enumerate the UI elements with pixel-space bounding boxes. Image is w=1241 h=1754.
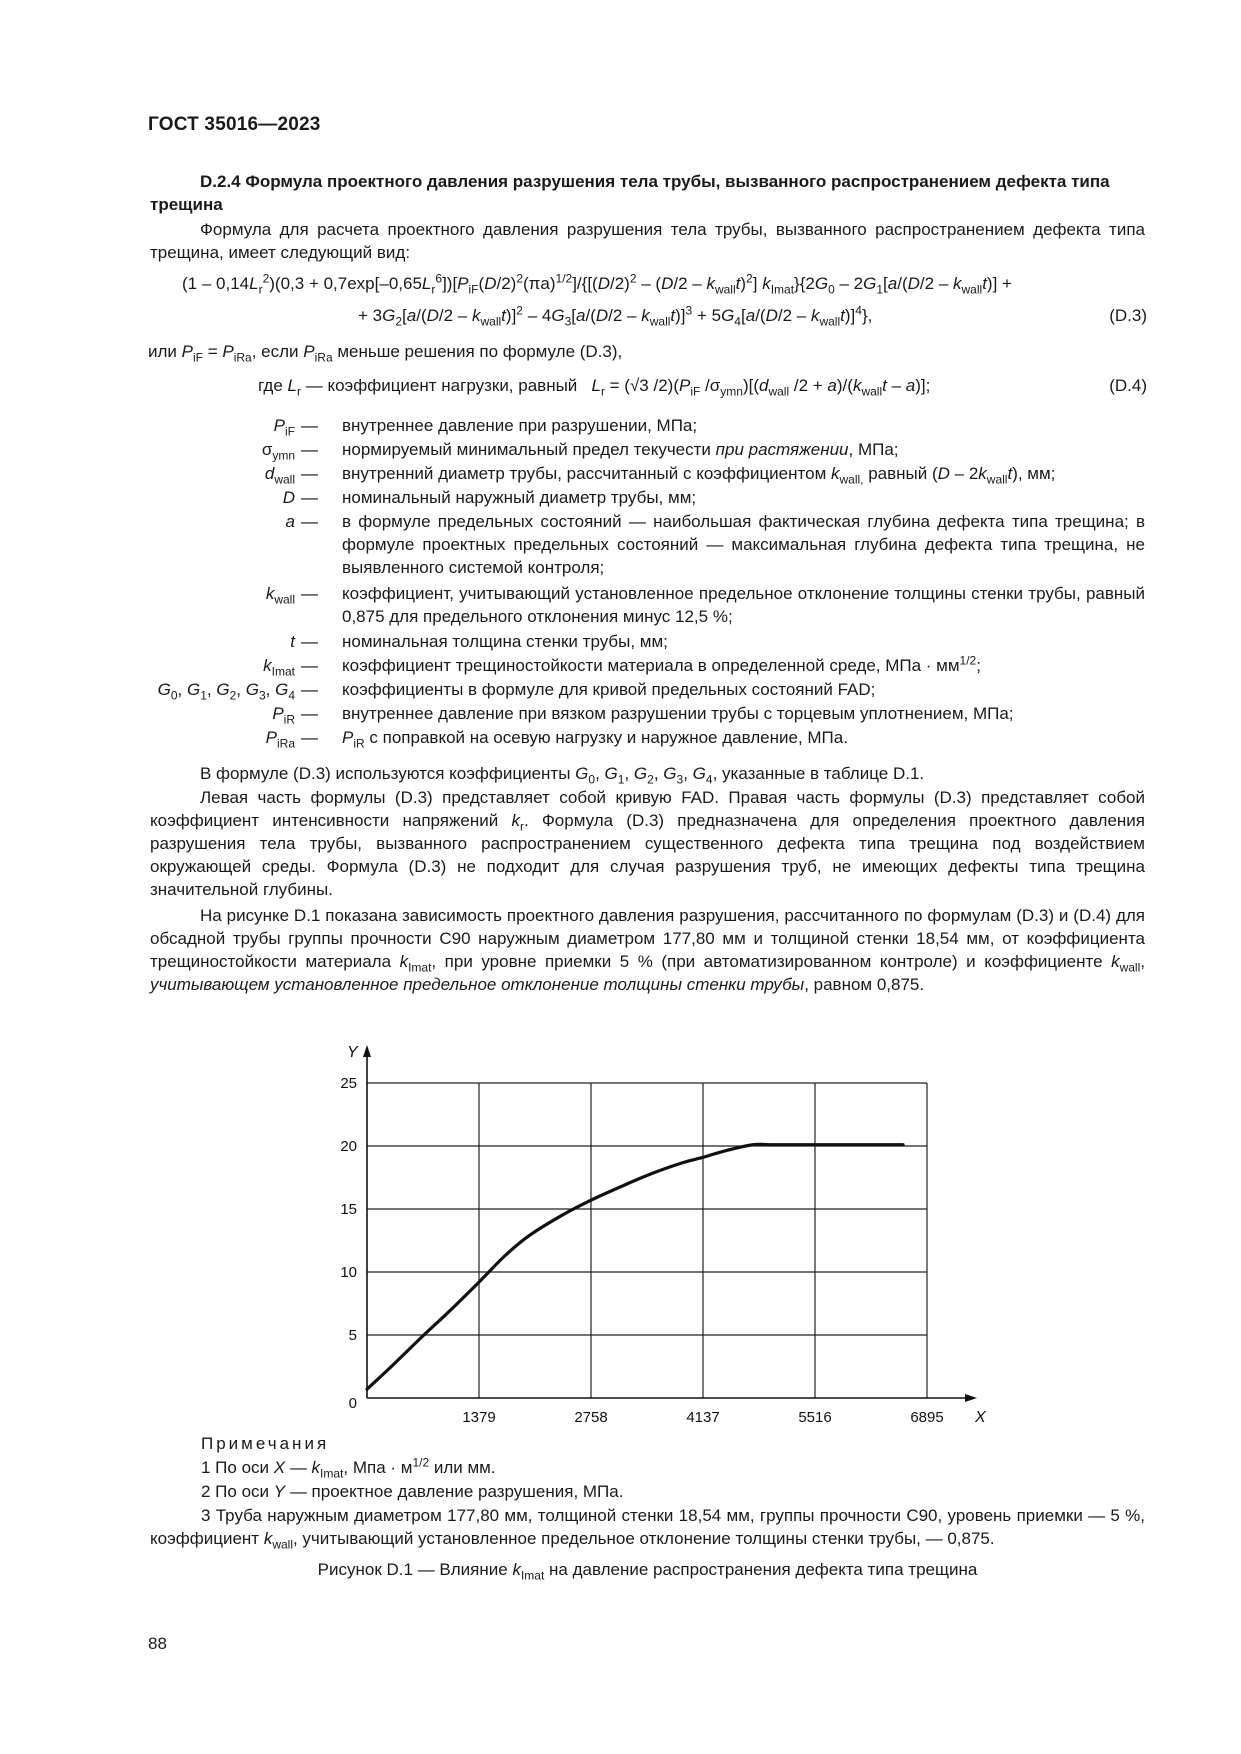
section-number: D.2.4 [200,172,241,191]
formula-d3-line2: + $3G_2[a/(D/2 - k_{wall}t)]^2 - 4G_3[a/(D/2 - k_{wall}t)]^3 + 5G_4[a/(D/2 - k_{wall}t)]^4$}, (D.3) [358,303,1147,329]
definition-symbol: t [290,632,295,651]
y-axis-label: Y [347,1044,358,1061]
definition-text: внутренний диаметр трубы, рассчитанный с коэффициентом $k_{wall,}$ равный $(D - 2k_{wall}t)$, мм; [342,464,1056,487]
definition-symbol: D [282,488,295,507]
definition-text: коэффициент, учитывающий установленное предельное отклонение толщины стенки трубы, равный 0,875 для предельного отклонения минус 12,5 %; [342,584,1145,626]
definition-text: нормируемый минимальный предел текучести при растяжении, МПа; [342,440,899,459]
definition-text: коэффициент трещиностойкости материала в определенной среде, МПа · $мм^{1/2}$; [342,653,981,675]
y-tick-label: 5 [348,1327,357,1344]
section-intro: Формула для расчета проектного давления разрушения тела трубы, вызванного распространением дефекта типа трещина, имеет следующий вид: [150,220,1145,262]
definition-symbol: $\sigma_{ymn}$ [261,440,295,463]
paragraph-coefficients: В формуле (D.3) используются коэффициенты $G_0$, $G_1$, $G_2$, $G_3$, $G_4$, указанные в таблице D.1. [200,764,925,787]
definition-symbol: $P_{iRa}$ [265,728,295,751]
x-tick-label: 6895 [910,1409,944,1426]
document-header: ГОСТ 35016—2023 [148,114,321,135]
note-1: 1 По оси X — $k_{Imat}$, Мпа · $м^{1/2}$ или мм. [201,1455,496,1481]
notes-heading: Примечания [201,1434,330,1453]
formula-d3-number: (D.3) [1109,306,1147,325]
formula-d4-number: (D.4) [1109,376,1147,395]
definition-text: внутреннее давление при разрушении, МПа; [342,416,698,435]
definition-symbol: $P_{iF}$ [273,416,295,439]
x-axis-label: X [975,1409,986,1426]
y-tick-label: 15 [340,1201,357,1218]
figure-caption: Рисунок D.1 — Влияние $k_{Imat}$ на давление распространения дефекта типа трещина [317,1560,978,1583]
y-tick-label: 10 [340,1264,357,1281]
chart-axes [363,1045,977,1402]
definition-symbol: $k_{wall}$ [265,584,295,607]
series-line [367,1144,903,1389]
y-axis-arrow [363,1045,371,1057]
section-title: Формула проектного давления разрушения тела трубы, вызванного распространением дефекта типа трещина [150,172,1110,214]
formula-d3-line1: $(1 - 0,14L_r^2)(0,3 + 0,7\exp[-0,65L_r^6])[P_{iF}(D/2)^2(\pi a)^{1/2}]/\{[(D/2)^2 - (D/2 - k_{wall}t)^2]$ $k_{Imat}\}\{2G_0 - 2G_1[a/(D/2 - k_{wall}t)]$ + [182,271,1012,297]
definition-text: в формуле предельных состояний — наибольшая фактическая глубина дефекта типа трещина; в формуле проектных предельных состояний — максимальная глубина дефекта типа трещина, не выявленного системой контроля; [342,512,1145,577]
x-tick-label: 5516 [798,1409,832,1426]
note-3: 3 Труба наружным диаметром 177,80 мм, толщиной стенки 18,54 мм, группы прочности С90, уровень приемки — 5 %, коэффициент $k_{wall}$, учитывающий установленное предельное отклонение толщины стенки трубы, — 0,875. [150,1506,1145,1552]
chart-series [367,1144,903,1389]
figure-chart [320,1008,986,1428]
definition-text: коэффициенты в формуле для кривой предельных состояний FAD; [342,680,876,699]
x-tick-label: 1379 [462,1409,496,1426]
definition-text: номинальный наружный диаметр трубы, мм; [342,488,697,507]
x-tick-label: 4137 [686,1409,720,1426]
paragraph-fad: Левая часть формулы (D.3) представляет собой кривую FAD. Правая часть формулы (D.3) представляет собой коэффициент интенсивности напряжений $k_r$. Формула (D.3) предназначена для определения проектного давления разрушения тела трубы, вызванного распространением существенного дефекта типа трещина под воздействием окружающей среды. Формула (D.3) не подходит для случая разрушения труб, не имеющих дефекты типа трещина значительной глубины. [150,788,1145,899]
definition-symbol: $G_0$, $G_1$, $G_2$, $G_3$, $G_4$ [157,680,295,703]
chart-ticks [340,1044,987,1426]
definition-text: внутреннее давление при вязком разрушении трубы с торцевым уплотнением, МПа; [342,704,1014,723]
note-2: 2 По оси Y — проектное давление разрушения, МПа. [201,1482,624,1501]
definition-symbol: $P_{iR}$ [272,704,295,727]
definition-text: номинальная толщина стенки трубы, мм; [342,632,668,651]
section-heading [150,170,1145,216]
definition-symbol: $k_{Imat}$ [263,656,295,679]
formula-d4: где $L_r$ — коэффициент нагрузки, равный $L_r = (√3$ $/2)(P_{iF}$ $/\sigma_{ymn})[(d_{wall}$ $/2 + a)/(k_{wall}t - a)$]; (D.4) [258,376,1147,399]
definition-text: $P_{iR}$ с поправкой на осевую нагрузку и наружное давление, МПа. [342,728,848,751]
y-tick-label: 25 [340,1075,357,1092]
paragraph-figure-ref: На рисунке D.1 показана зависимость проектного давления разрушения, рассчитанного по формулам (D.3) и (D.4) для обсадной трубы группы прочности С90 наружным диаметром 177,80 мм и толщиной стенки 18,54 мм, от коэффициента трещиностойкости материала $k_{Imat}$, при уровне приемки 5 % (при автоматизированном контроле) и коэффициенте $k_{wall}$, учитывающем установленное предельное отклонение толщины стенки трубы, равном 0,875. [150,906,1145,994]
y-tick-label: 20 [340,1138,357,1155]
definition-symbol: a [285,512,295,531]
definition-symbol: $d_{wall}$ [264,464,295,487]
page-number: 88 [148,1634,167,1653]
y-tick-label: 0 [348,1395,357,1412]
x-tick-label: 2758 [574,1409,608,1426]
x-axis-arrow [965,1394,977,1402]
chart-grid [367,1083,927,1398]
formula-d3-alternative: или $P_{iF} = P_{iRa}$, если $P_{iRa}$ меньше решения по формуле (D.3), [148,342,623,365]
